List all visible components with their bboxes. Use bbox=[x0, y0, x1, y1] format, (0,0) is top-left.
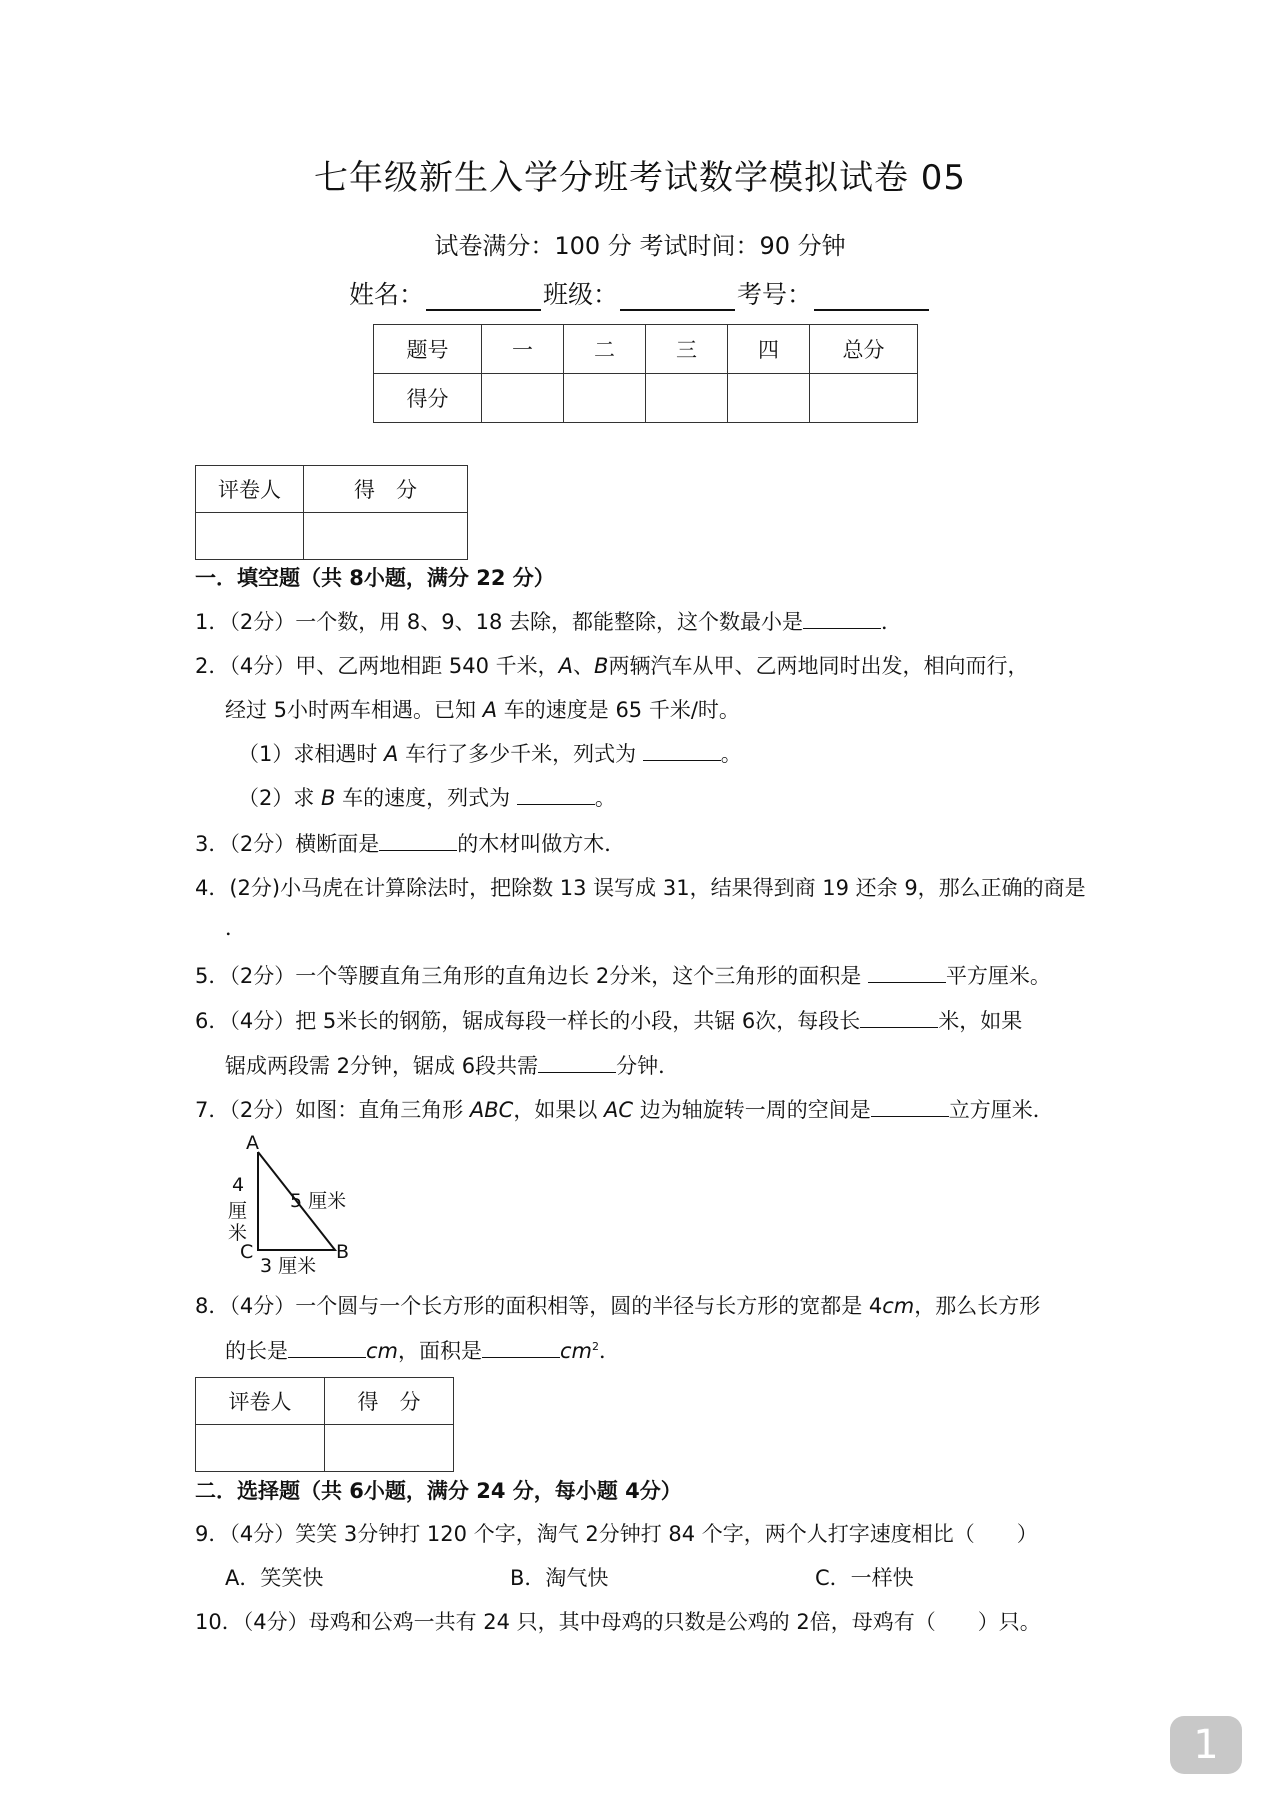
vertex-b-label: B bbox=[336, 1241, 350, 1263]
id-label: 考号： bbox=[737, 280, 813, 309]
side-cb-label: 3 厘米 bbox=[260, 1255, 317, 1277]
question-2-line2: 经过 5小时两车相遇。已知 A 车的速度是 65 千米/时。 bbox=[225, 698, 740, 722]
grader-cell[interactable] bbox=[304, 513, 468, 560]
score-cell[interactable] bbox=[646, 374, 728, 423]
q6-blank-1[interactable] bbox=[860, 1007, 938, 1028]
grader-score-label: 得 分 bbox=[325, 1378, 454, 1425]
question-3: 3．（2分）横断面是 的木材叫做方木． bbox=[195, 832, 626, 856]
score-cell[interactable] bbox=[728, 374, 810, 423]
triangle-figure bbox=[220, 1132, 360, 1277]
student-info-line bbox=[0, 275, 1280, 311]
grader-cell[interactable] bbox=[325, 1425, 454, 1472]
score-row-label: 得分 bbox=[374, 374, 482, 423]
grader-cell[interactable] bbox=[196, 513, 304, 560]
question-6: 6．（4分）把 5米长的钢筋，锯成每段一样长的小段，共锯 6次，每段长 米，如果 bbox=[195, 1009, 1023, 1033]
score-cell[interactable] bbox=[564, 374, 646, 423]
grader-label: 评卷人 bbox=[196, 1378, 325, 1425]
score-header-1: 一 bbox=[482, 325, 564, 374]
grader-cell[interactable] bbox=[196, 1425, 325, 1472]
section2-title: 二．选择题（共 6小题，满分 24 分，每小题 4分） bbox=[195, 1479, 682, 1503]
question-5: 5．（2分）一个等腰直角三角形的直角边长 2分米，这个三角形的面积是 平方厘米。 bbox=[195, 964, 1051, 988]
class-blank[interactable] bbox=[620, 285, 735, 311]
score-header-5: 总分 bbox=[810, 325, 918, 374]
question-1: 1．（2分）一个数，用 8、9、18 去除，都能整除，这个数最小是 ． bbox=[195, 610, 903, 634]
score-cell[interactable] bbox=[810, 374, 918, 423]
question-4-end: ． bbox=[225, 916, 246, 940]
q2-2-blank[interactable] bbox=[517, 784, 595, 805]
vertex-c-label: C bbox=[240, 1241, 254, 1263]
q3-blank[interactable] bbox=[379, 830, 457, 851]
q8-blank-2[interactable] bbox=[482, 1337, 560, 1358]
question-2: 2．（4分）甲、乙两地相距 540 千米，A、B两辆汽车从甲、乙两地同时出发，相向而行， bbox=[195, 654, 1029, 678]
question-8: 8．（4分）一个圆与一个长方形的面积相等，圆的半径与长方形的宽都是 4cm，那么长方形 bbox=[195, 1294, 1041, 1318]
question-2-sub1: （1）求相遇时 A 车行了多少千米，列式为 。 bbox=[238, 742, 742, 766]
vertex-a-label: A bbox=[246, 1132, 259, 1154]
side-ac-label-2: 厘 bbox=[228, 1200, 248, 1222]
side-ac-label-1: 4 bbox=[232, 1174, 245, 1196]
score-header-0: 题号 bbox=[374, 325, 482, 374]
id-blank[interactable] bbox=[814, 285, 929, 311]
question-7: 7．（2分）如图：直角三角形 ABC，如果以 AC 边为轴旋转一周的空间是 立方厘米． bbox=[195, 1098, 1054, 1122]
section1-title: 一．填空题（共 8小题，满分 22 分） bbox=[195, 566, 555, 590]
side-ab-label: 5 厘米 bbox=[290, 1190, 347, 1212]
question-4: 4．(2分)小马虎在计算除法时，把除数 13 误写成 31，结果得到商 19 还余 9，那么正确的商是 bbox=[195, 876, 1086, 900]
q5-blank[interactable] bbox=[868, 962, 946, 983]
score-header-4: 四 bbox=[728, 325, 810, 374]
question-6-line2: 锯成两段需 2分钟，锯成 6段共需 分钟． bbox=[225, 1054, 680, 1078]
question-2-sub2: （2）求 B 车的速度，列式为 。 bbox=[238, 786, 616, 810]
q9-option-a[interactable]: A．笑笑快 bbox=[225, 1566, 324, 1590]
q8-blank-1[interactable] bbox=[288, 1337, 366, 1358]
grader-table-2 bbox=[195, 1377, 454, 1472]
grader-table-1 bbox=[195, 465, 468, 560]
q7-blank[interactable] bbox=[871, 1096, 949, 1117]
question-10: 10．（4分）母鸡和公鸡一共有 24 只，其中母鸡的只数是公鸡的 2倍，母鸡有（ ）只。 bbox=[195, 1610, 1041, 1634]
grader-label: 评卷人 bbox=[196, 466, 304, 513]
score-header-2: 二 bbox=[564, 325, 646, 374]
grader-score-label: 得 分 bbox=[304, 466, 468, 513]
q9-option-c[interactable]: C．一样快 bbox=[815, 1566, 914, 1590]
class-label: 班级： bbox=[542, 280, 618, 309]
name-blank[interactable] bbox=[426, 285, 541, 311]
question-9: 9．（4分）笑笑 3分钟打 120 个字，淘气 2分钟打 84 个字，两个人打字速度相比（ ） bbox=[195, 1522, 1038, 1546]
q6-blank-2[interactable] bbox=[538, 1052, 616, 1073]
score-cell[interactable] bbox=[482, 374, 564, 423]
q1-blank[interactable] bbox=[803, 608, 881, 629]
score-header-3: 三 bbox=[646, 325, 728, 374]
side-ac-label-3: 米 bbox=[228, 1222, 248, 1244]
score-table bbox=[373, 324, 918, 423]
exam-subtitle: 试卷满分：100 分 考试时间：90 分钟 bbox=[434, 232, 846, 260]
q2-1-blank[interactable] bbox=[643, 740, 721, 761]
page-number-badge: 1 bbox=[1170, 1716, 1242, 1774]
question-8-line2: 的长是 cm，面积是 $cm^2$． bbox=[225, 1339, 621, 1363]
page-title: 七年级新生入学分班考试数学模拟试卷 05 bbox=[313, 158, 967, 198]
name-label: 姓名： bbox=[348, 280, 424, 309]
q9-option-b[interactable]: B．淘气快 bbox=[510, 1566, 609, 1590]
